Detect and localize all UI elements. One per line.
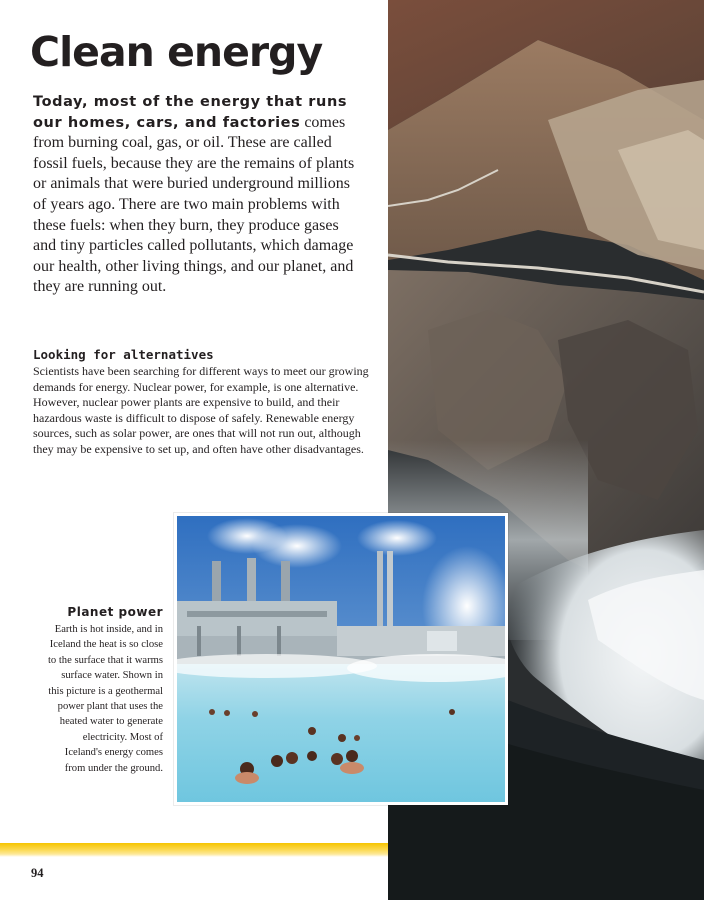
caption-heading: Planet power (67, 605, 163, 619)
section-body: Scientists have been searching for different ways to meet our growing demands for energy. Nuclear power, for example, is one alternative. However, nuclear power plants are expensive to build, and their hazardous waste is difficult to dispose of safely. Renewable energy sources, such as solar power, are ones that will not run out, although they may be expensive to set up, and often have other disadvantages. (33, 364, 369, 456)
geothermal-plant-illustration (177, 516, 505, 802)
page-number: 94 (31, 866, 44, 880)
footer-accent-band (0, 843, 388, 857)
intro-lead: Today, most of the energy that runs our homes, cars, and factories (33, 94, 348, 131)
caption-body: Earth is hot inside, and in Iceland the heat is so close to the surface that it warms surface water. Shown in this picture is a geothermal power plant that uses the heated water to generate electricity. Most of Iceland's energy comes from under the ground. (47, 624, 163, 774)
intro-body: comes from burning coal, gas, or oil. These are called fossil fuels, because they are the remains of plants or animals that were buried underground millions of years ago. There are two main problems with these fuels: when they burn, they produce gases and tiny particles called pollutants, which damage our health, other living things, and our planet, and they are running out. (33, 113, 355, 296)
section-heading: Looking for alternatives (33, 347, 214, 362)
page-title: Clean energy (30, 28, 323, 76)
geothermal-plant-photo (174, 513, 508, 805)
intro-paragraph (33, 92, 363, 298)
